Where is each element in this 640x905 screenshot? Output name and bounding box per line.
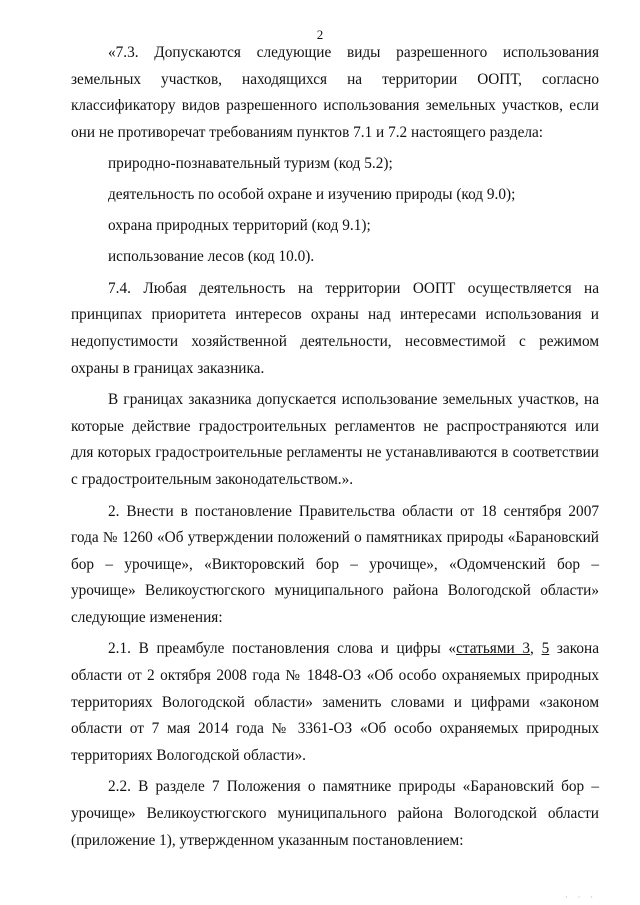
section-7-3-intro: «7.3. Допускаются следующие виды разрешенного использования земельных участков, находящихся на территории ООПТ, согласно классификатору видов разрешенного использования земельных участков, если они не противоречат требованиям пунктов 7.1 и 7.2 настоящего раздела: <box>71 44 599 141</box>
law-article-link[interactable]: 5 <box>541 640 550 658</box>
text-fragment: закона области от 2 октября 2008 года № 1848-ОЗ «Об особо охраняемых природных территориях Вологодской области» заменить словами и цифрами «законом области от 7 мая 2014 года № 3361-ОЗ «Об особо охраняемых природных территориях Вологодской области». <box>71 640 600 764</box>
text-fragment: 2.1. В преамбуле постановления слова и цифры « <box>108 640 457 658</box>
permitted-use-item: деятельность по особой охране и изучению природы (код 9.0); <box>108 185 516 203</box>
scan-artifact: · · · <box>565 893 597 902</box>
section-7-4-paragraph: В границах заказника допускается использование земельных участков, на которые действие градостроительных регламентов не распространяются или для которых градостроительные регламенты не устанавливаются в соответствии с градостроительным законодательством.». <box>71 391 599 488</box>
permitted-use-item: природно-познавательный туризм (код 5.2); <box>108 154 393 172</box>
permitted-use-item: охрана природных территорий (код 9.1); <box>108 217 371 235</box>
document-body <box>71 40 599 854</box>
item-2-paragraph: 2. Внести в постановление Правительства области от 18 сентября 2007 года № 1260 «Об утверждении положений о памятниках природы «Барановский бор – урочище», «Викторовский бор – урочище», «Одомченский бор – урочище» Великоустюгского муниципального района Вологодской области» следующие изменения: <box>71 502 599 626</box>
item-2-1-paragraph <box>71 636 599 769</box>
item-2-2-paragraph: 2.2. В разделе 7 Положения о памятнике природы «Барановский бор – урочище» Великоустюгского муниципального района Вологодской области (приложение 1), утвержденном указанным постановлением: <box>71 778 599 849</box>
text-fragment: , <box>530 640 542 658</box>
law-article-link[interactable]: статьями 3 <box>456 640 531 658</box>
page-number: 2 <box>316 27 324 42</box>
section-7-4-paragraph: 7.4. Любая деятельность на территории ООПТ осуществляется на принципах приоритета интересов охраны над интересами использования и недопустимости хозяйственной деятельности, несовместимой с режимом охраны в границах заказника. <box>71 279 599 377</box>
permitted-use-item: использование лесов (код 10.0). <box>108 248 315 266</box>
